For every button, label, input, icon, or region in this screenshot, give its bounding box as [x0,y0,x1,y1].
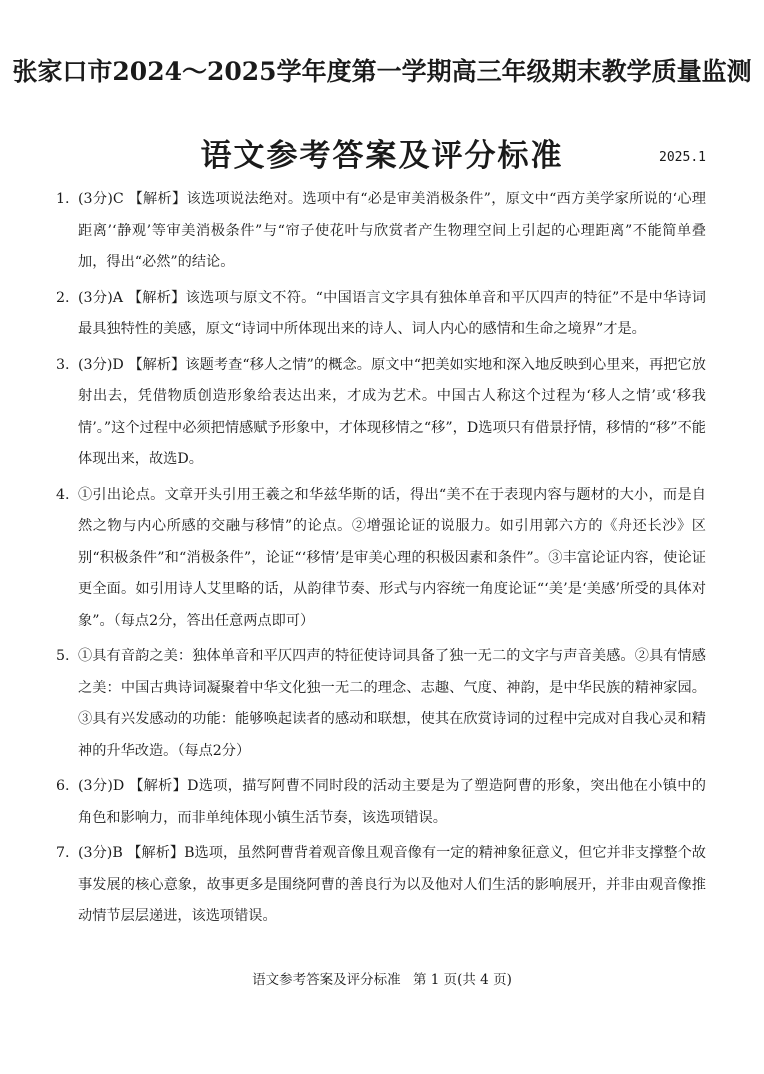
answer-text: (3分)A 【解析】该选项与原文不符。“中国语言文字具有独体单音和平仄四声的特征”不是中华诗词最具独特性的美感，原文“诗词中所体现出来的诗人、词人内心的感情和生命之境界”才是。 [78,289,706,337]
answer-number: 1. [56,191,70,207]
answer-text: (3分)C 【解析】该选项说法绝对。选项中有“必是审美消极条件”，原文中“西方美学家所说的‘心理距离’‘静观’等审美消极条件”与“帘子使花叶与欣赏者产生物理空间上引起的心理距离”不能简单叠加，得出“必然”的结论。 [78,191,706,270]
answer-number: 6. [56,778,70,794]
answer-number: 5. [56,648,70,664]
answer-text: (3分)D 【解析】该题考查“移人之情”的概念。原文中“把美如实地和深入地反映到心里来，再把它放射出去，凭借物质创造形象给表达出来，才成为艺术。中国古人称这个过程为‘移人之情’或‘移我情’。”这个过程中必须把情感赋予形象中，才体现移情之“移”，D选项只有借景抒情，移情的“移”不能体现出来，故选D。 [78,356,706,467]
answer-text: ①引出论点。文章开头引用王羲之和华兹华斯的话，得出“美不在于表现内容与题材的大小，而是自然之物与内心所感的交融与移情”的论点。②增强论证的说服力。如引用郭六方的《舟还长沙》区别“积极条件”和“消极条件”，论证“‘移情’是审美心理的积极因素和条件”。③丰富论证内容，使论证更全面。如引用诗人艾里略的话，从韵律节奏、形式与内容统一角度论证“‘美’是‘美感’所受的具体对象”。（每点2分，答出任意两点即可） [78,486,706,629]
answer-item-5 [0,641,764,767]
answer-list [0,184,764,937]
answer-text: (3分)B 【解析】B选项，虽然阿曹背着观音像且观音像有一定的精神象征意义，但它并非支撑整个故事发展的核心意象，故事更多是围绕阿曹的善良行为以及他对人们生活的影响展开，并非由观音像推动情节层层递进，该选项错误。 [78,845,706,924]
answer-number: 7. [56,845,70,861]
footer-title: 语文参考答案及评分标准 [252,972,401,988]
answer-item-1 [0,184,764,279]
answer-item-6 [0,771,764,834]
answer-number: 4. [56,486,70,503]
answer-number: 3. [56,356,70,373]
answer-item-2 [0,283,764,346]
answer-item-7 [0,838,764,933]
answer-number: 2. [56,289,70,306]
answer-text: ①具有音韵之美：独体单音和平仄四声的特征使诗词具备了独一无二的文字与声音美感。②具有情感之美：中国古典诗词凝聚着中华文化独一无二的理念、志趣、气度、神韵，是中华民族的精神家园。③具有兴发感动的功能：能够唤起读者的感动和联想，使其在欣赏诗词的过程中完成对自我心灵和精神的升华改造。（每点2分） [78,648,706,759]
footer-page-info: 第 1 页(共 4 页) [412,972,512,988]
document-title: 语文参考答案及评分标准 [200,138,564,174]
answer-item-3 [0,350,764,476]
answer-item-4 [0,480,764,638]
exam-title: 张家口市2024～2025学年度第一学期高三年级期末教学质量监测 [12,57,752,86]
document-date: 2025.1 [659,150,706,165]
page-footer [0,968,764,988]
answer-text: (3分)D 【解析】D选项，描写阿曹不同时段的活动主要是为了塑造阿曹的形象，突出他在小镇中的角色和影响力，而非单纯体现小镇生活节奏，该选项错误。 [78,778,706,826]
